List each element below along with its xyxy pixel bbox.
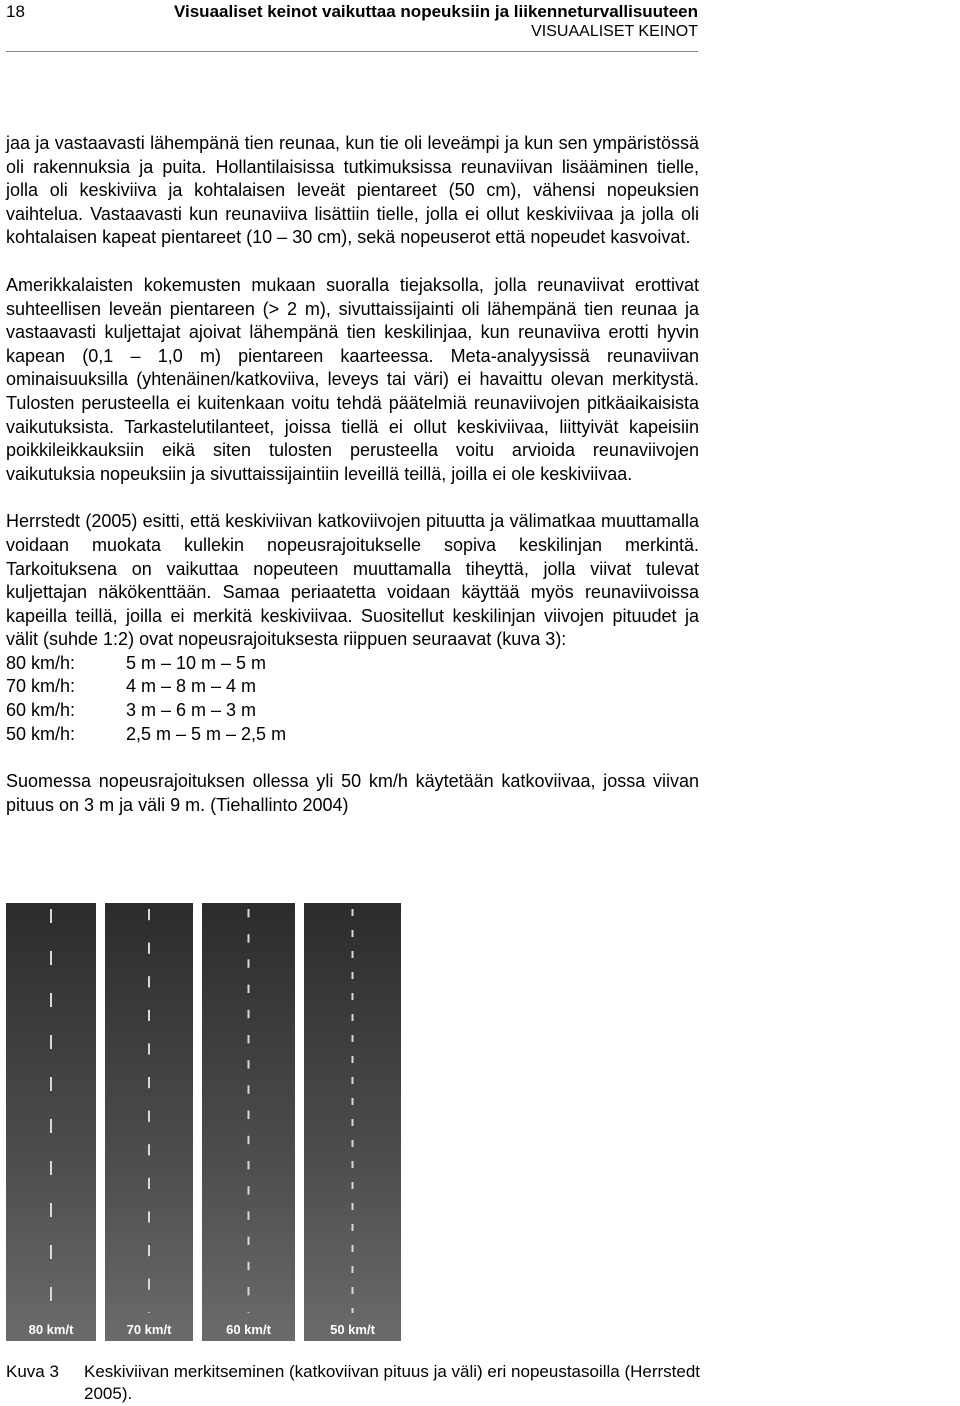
speed-row — [6, 652, 699, 676]
centerline-dashes — [105, 903, 193, 1313]
speed-value: 5 m – 10 m – 5 m — [126, 652, 267, 673]
centerline-dash — [352, 909, 354, 916]
paragraph-3: Herrstedt (2005) esitti, että keskiviivan katkoviivojen pituutta ja välimatkaa muuttamalla voidaan muokata kullekin nopeusrajoitukselle sopiva keskilinjan merkintä. Tarkoituksena on vaikuttaa nopeuteen muuttamalla tiheyttä, jolla viivat tulevat kuljettajan näkökenttään. Samaa periaatetta voidaan käyttää myös reunaviivoissa kapeilla teillä, joilla ei merkitä keskiviivaa. Suositellut keskilinjan viivojen pituudet ja välit (suhde 1:2) ovat nopeusrajoituksesta riippuen seuraavat (kuva 3): — [6, 511, 699, 650]
centerline-dash — [148, 1010, 150, 1021]
page-number: 18 — [6, 2, 25, 21]
page-header — [0, 0, 960, 52]
centerline-dash — [50, 993, 52, 1007]
centerline-dash — [352, 930, 354, 937]
centerline-dash — [50, 1035, 52, 1049]
section-name: VISUAALISET KEINOT — [531, 23, 698, 40]
centerline-dash — [148, 1043, 150, 1054]
centerline-dash — [148, 1111, 150, 1122]
speed-row — [6, 723, 699, 747]
centerline-dash — [148, 943, 150, 954]
centerline-dash — [352, 1077, 354, 1084]
centerline-dash — [50, 951, 52, 965]
running-title: Visuaaliset keinot vaikuttaa nopeuksiin ja liikenneturvallisuuteen — [173, 2, 698, 21]
centerline-dash — [248, 1161, 250, 1169]
centerline-dash — [352, 1035, 354, 1042]
centerline-dash — [248, 1111, 250, 1119]
centerline-dash — [148, 1279, 150, 1290]
centerline-dash — [248, 959, 250, 967]
road-panel-50 — [304, 903, 401, 1341]
centerline-dash — [352, 972, 354, 979]
paragraph-2: Amerikkalaisten kokemusten mukaan suoralla tiejaksolla, jolla reunaviivat erottivat suhteellisen leveän pientareen (> 2 m), sivuttaissijainti oli lähempänä tien reunaa ja vastaavasti kuljettajat ajoivat lähempänä tien keskilinjaa, kun reunaviiva erotti hyvin kapean (0,1 – 1,0 m) pientareen kaarteessa. Meta-analyysissä reunaviivan ominaisuuksilla (yhtenäinen/katkoviiva, leveys tai väri) ei havaittu olevan merkitystä. Tulosten perusteella ei kuitenkaan voitu tehdä päätelmiä reunaviivojen pitkäaikaisista vaikutuksista. Tarkastelutilanteet, joissa tiellä ei ollut keskiviivaa, liittyivät kapeisiin poikkileikkauksiin eikä siten tulosten perusteella voitu arvioida reunaviivojen vaikutuksia nopeuksiin ja sivuttaissijaintiin leveillä teillä, joilla ei ole keskiviivaa. — [6, 274, 699, 484]
centerline-dash — [148, 976, 150, 987]
centerline-dash — [352, 1266, 354, 1273]
speed-list — [6, 652, 699, 746]
centerline-dash — [352, 1224, 354, 1231]
centerline-dash — [248, 1262, 250, 1270]
centerline-dash — [248, 1010, 250, 1018]
centerline-dash — [248, 909, 250, 917]
centerline-dash — [50, 1287, 52, 1301]
centerline-dash — [248, 1287, 250, 1295]
road-marking-figure — [6, 903, 401, 1341]
centerline-dash — [248, 1136, 250, 1144]
speed-row — [6, 699, 699, 723]
speed-value: 4 m – 8 m – 4 m — [126, 676, 257, 697]
centerline-dash — [352, 1245, 354, 1252]
speed-label: 80 km/h: — [6, 652, 76, 673]
road-panel-label: 70 km/t — [126, 1322, 172, 1337]
centerline-dash — [352, 1287, 354, 1294]
speed-value: 2,5 m – 5 m – 2,5 m — [126, 723, 287, 744]
centerline-dash — [352, 993, 354, 1000]
centerline-dash — [50, 1077, 52, 1091]
body-text — [6, 132, 699, 841]
centerline-dash — [50, 1161, 52, 1175]
centerline-dash — [248, 1237, 250, 1245]
centerline-dash — [248, 1312, 250, 1313]
centerline-dash — [50, 1245, 52, 1259]
centerline-dashes — [304, 903, 401, 1313]
centerline-dash — [352, 1119, 354, 1126]
centerline-dash — [148, 1312, 150, 1313]
speed-label: 50 km/h: — [6, 723, 76, 744]
speed-label: 70 km/h: — [6, 676, 76, 697]
centerline-dashes — [202, 903, 295, 1313]
centerline-dash — [352, 1161, 354, 1168]
centerline-dash — [248, 1085, 250, 1093]
road-panel-label: 80 km/t — [28, 1322, 74, 1337]
centerline-dash — [352, 951, 354, 958]
centerline-dash — [248, 934, 250, 942]
centerline-dash — [352, 1056, 354, 1063]
centerline-dashes — [6, 903, 96, 1313]
caption-label: Kuva 3 — [6, 1362, 59, 1381]
road-panel-label: 50 km/t — [330, 1322, 375, 1337]
header-divider — [6, 51, 698, 52]
centerline-dash — [352, 1098, 354, 1105]
speed-label: 60 km/h: — [6, 700, 76, 721]
centerline-dash — [352, 1182, 354, 1189]
paragraph-1: jaa ja vastaavasti lähempänä tien reunaa, kun tie oli leveämpi ja kun sen ympäristössä oli rakennuksia ja puita. Hollantilaisissa tutkimuksissa reunaviivan lisääminen tielle, jolla oli keskiviiva ja kohtalaisen leveät pientareet (50 cm), vähensi nopeuksien vaihtelua. Vastaavasti kun reunaviiva lisättiin tielle, jolla ei ollut keskiviivaa ja jolla oli kohtalaisen kapeat pientareet (10 – 30 cm), sekä nopeuserot että nopeudet kasvoivat. — [6, 133, 699, 248]
centerline-dash — [148, 1077, 150, 1088]
road-panel-60 — [202, 903, 295, 1341]
centerline-dash — [148, 1245, 150, 1256]
centerline-dash — [248, 1035, 250, 1043]
centerline-dash — [352, 1308, 354, 1313]
centerline-dash — [248, 985, 250, 993]
caption-text: Keskiviivan merkitseminen (katkoviivan pituus ja väli) eri nopeustasoilla (Herrstedt 2005). — [84, 1362, 701, 1403]
speed-row — [6, 675, 699, 699]
speed-value: 3 m – 6 m – 3 m — [126, 700, 257, 721]
paragraph-4: Suomessa nopeusrajoituksen ollessa yli 50 km/h käytetään katkoviivaa, jossa viivan pituus on 3 m ja väli 9 m. (Tiehallinto 2004) — [6, 771, 699, 815]
centerline-dash — [248, 1186, 250, 1194]
road-panel-80 — [6, 903, 96, 1341]
road-panel-70 — [105, 903, 193, 1341]
centerline-dash — [148, 1211, 150, 1222]
centerline-dash — [352, 1140, 354, 1147]
centerline-dash — [248, 1211, 250, 1219]
centerline-dash — [352, 1014, 354, 1021]
centerline-dash — [50, 909, 52, 923]
centerline-dash — [248, 1060, 250, 1068]
centerline-dash — [352, 1203, 354, 1210]
centerline-dash — [50, 1203, 52, 1217]
centerline-dash — [148, 1178, 150, 1189]
road-panel-label: 60 km/t — [226, 1322, 271, 1337]
centerline-dash — [148, 1144, 150, 1155]
centerline-dash — [148, 909, 150, 920]
centerline-dash — [50, 1119, 52, 1133]
